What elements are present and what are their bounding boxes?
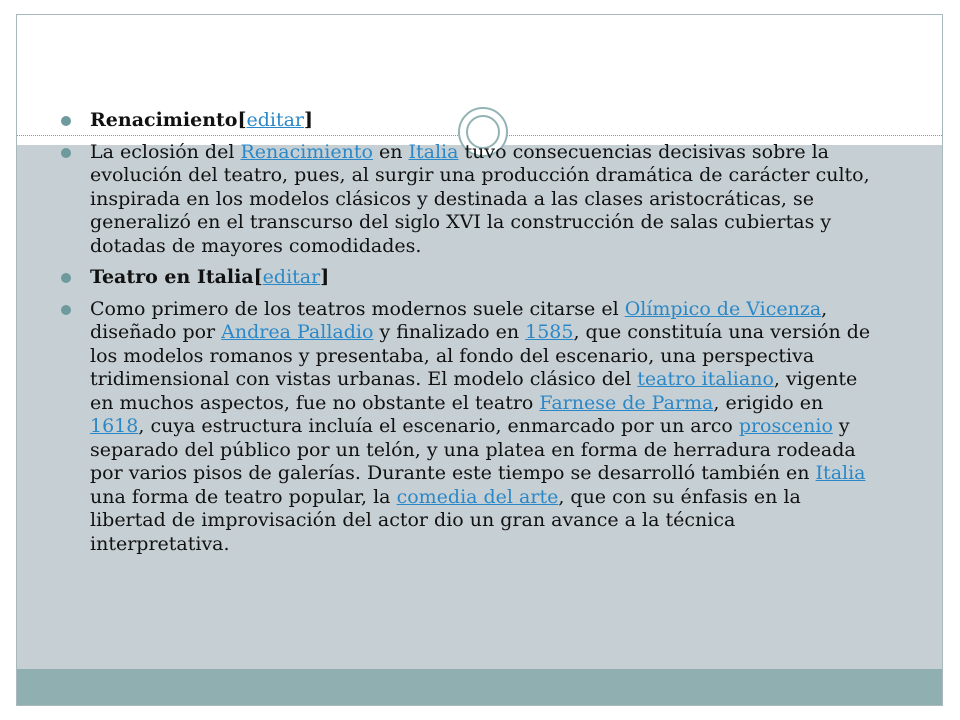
paragraph-text: , cuya estructura incluía el escenario, enmarcado por un arco: [138, 415, 739, 437]
paragraph-text: , vigente en muchos aspectos, fue no obstante el teatro: [90, 368, 858, 414]
bracket-close: ]: [320, 266, 330, 288]
bullet-icon: [61, 148, 71, 158]
link-1585[interactable]: 1585: [525, 321, 574, 343]
link-farnese-de-parma[interactable]: Farnese de Parma: [539, 391, 714, 414]
paragraph-teatro-en-italia: [90, 298, 880, 557]
link-olimpico-de-vicenza[interactable]: Olímpico de Vicenza: [624, 297, 822, 320]
bullet-icon: [61, 305, 71, 315]
paragraph-text: y finalizado en: [373, 321, 526, 343]
edit-link[interactable]: editar: [246, 109, 304, 131]
bracket-close: ]: [304, 109, 313, 131]
bullet-icon: [61, 116, 71, 126]
link-comedia-del-arte[interactable]: comedia del arte: [396, 485, 559, 508]
paragraph-text: , diseñado por: [90, 297, 828, 343]
slide-content: [90, 109, 880, 564]
bracket-open: [: [237, 109, 247, 131]
paragraph-text: en: [372, 140, 409, 163]
bullet-icon: [61, 273, 71, 283]
paragraph-text: La eclosión del: [90, 140, 241, 163]
link-italia[interactable]: Italia: [408, 140, 459, 163]
link-teatro-italiano[interactable]: teatro italiano: [637, 368, 774, 390]
slide-footer-band: [17, 669, 942, 706]
paragraph-text: una forma de teatro popular, la: [90, 485, 397, 508]
link-1618[interactable]: 1618: [90, 415, 139, 437]
paragraph-text: , que con su énfasis en la libertad de improvisación del actor dio un gran avance a la técnica interpretativa.: [90, 485, 801, 555]
paragraph-text: , erigido en: [713, 391, 824, 414]
link-andrea-palladio[interactable]: Andrea Palladio: [221, 321, 374, 343]
paragraph-text: tuvo consecuencias decisivas sobre la evolución del teatro, pues, al surgir una producción dramática de carácter culto, inspirada en los modelos clásicos y destinada a las clases aristocráticas, se generalizó en el transcurso del siglo XVI la construcción de salas cubiertas y dotadas de mayores comodidades.: [90, 140, 870, 257]
paragraph-text: Como primero de los teatros modernos suele citarse el: [90, 297, 625, 320]
link-proscenio[interactable]: proscenio: [738, 415, 833, 437]
paragraph-text: y separado del público por un telón, y una platea en forma de herradura rodeada por varios pisos de galerías. Durante este tiempo se desarrolló también en: [90, 415, 856, 484]
section-heading-teatro-en-italia: [90, 266, 880, 290]
section-heading-renacimiento: [90, 109, 880, 133]
paragraph-renacimiento: [90, 141, 880, 259]
link-renacimiento[interactable]: Renacimiento: [240, 140, 373, 163]
heading-title: Teatro en Italia: [90, 266, 254, 288]
link-italia[interactable]: Italia: [815, 462, 866, 484]
edit-link[interactable]: editar: [262, 266, 321, 288]
bracket-open: [: [253, 266, 263, 288]
paragraph-text: , que constituía una versión de los modelos romanos y presentaba, al fondo del escenario, una perspectiva tridimensional con vistas urbanas. El modelo clásico del: [90, 321, 871, 390]
heading-title: Renacimiento: [90, 109, 238, 131]
